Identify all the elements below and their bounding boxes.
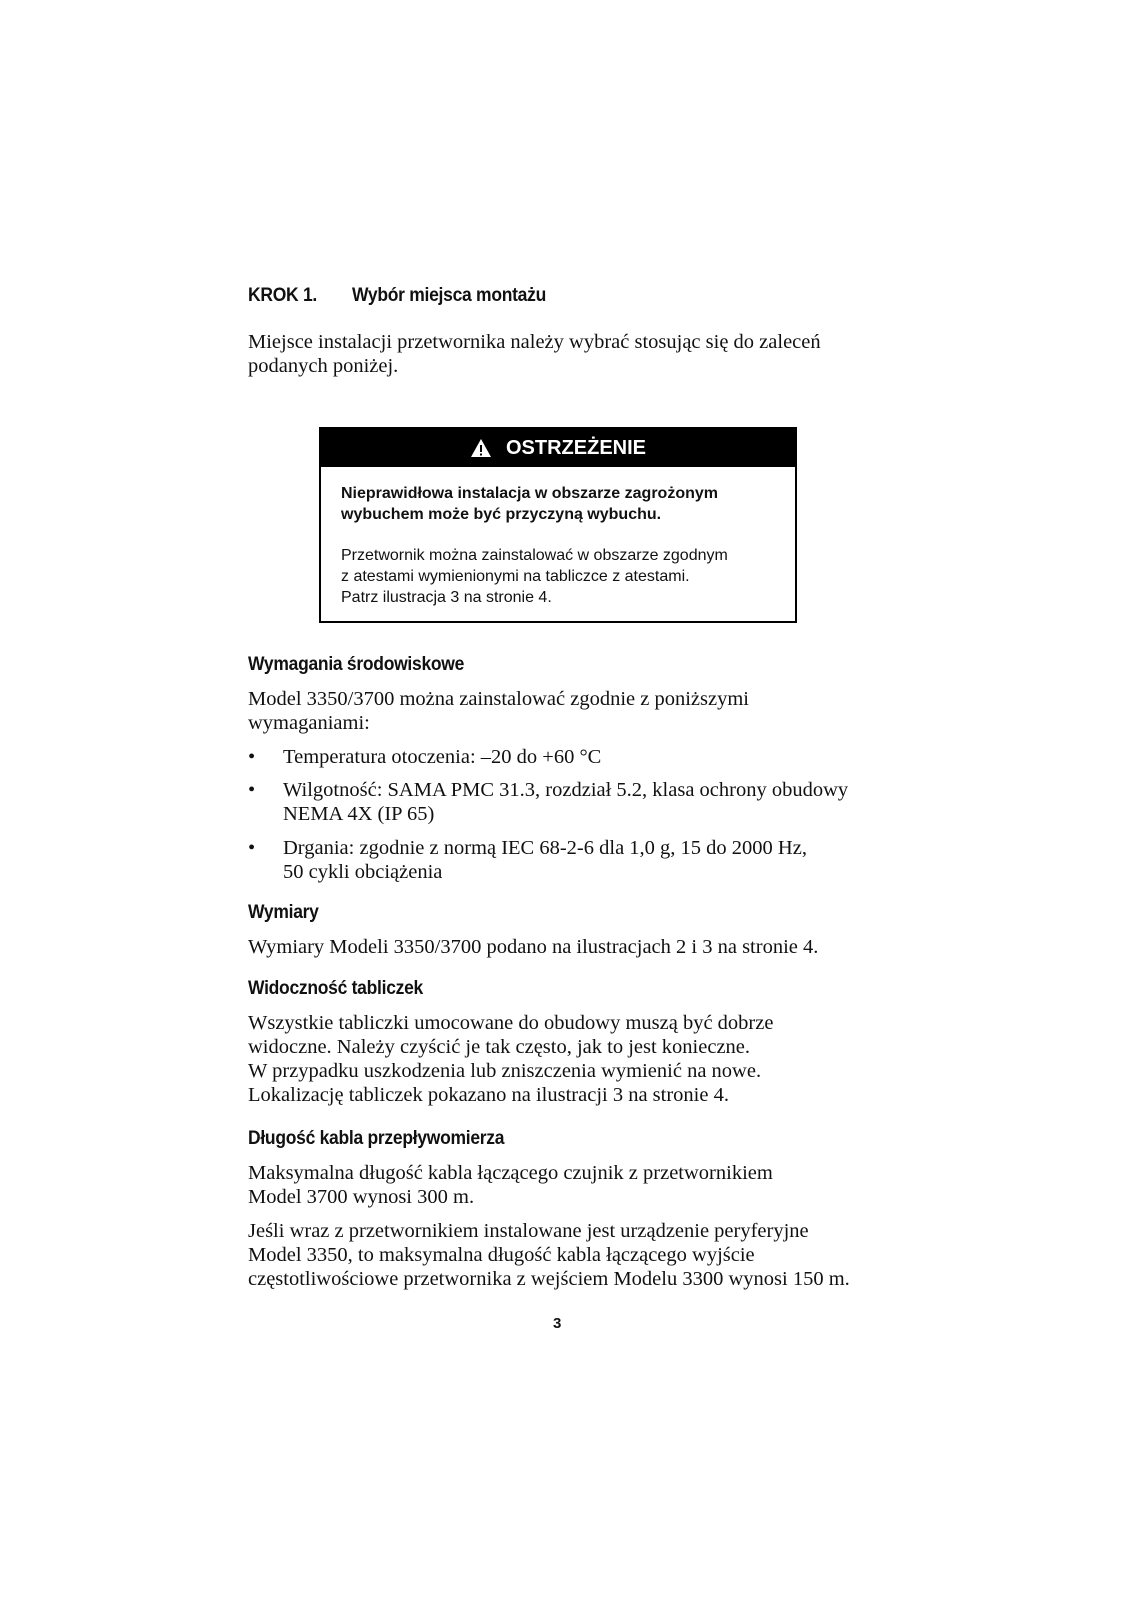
text-line: podanych poniżej. [248, 355, 399, 377]
warning-box [319, 427, 797, 623]
warning-title: OSTRZEŻENIE [505, 436, 646, 459]
dimensions-text: Wymiary Modeli 3350/3700 podano na ilustracjach 2 i 3 na stronie 4. [248, 936, 819, 958]
warning-text-line: Patrz ilustracja 3 na stronie 4. [341, 589, 552, 606]
page-number: 3 [553, 1315, 562, 1332]
step-label: KROK 1. [248, 285, 317, 306]
cable-paragraph-2 [248, 1219, 850, 1291]
warning-triangle-icon [470, 438, 492, 458]
text-line: widoczne. Należy czyścić je tak często, jak to jest konieczne. [248, 1036, 751, 1058]
intro-paragraph [248, 330, 821, 378]
bullet-text: Drgania: zgodnie z normą IEC 68-2-6 dla 1,0 g, 15 do 2000 Hz, [283, 837, 807, 859]
warning-bold-line: Nieprawidłowa instalacja w obszarze zagrożonym [341, 485, 718, 502]
text-line: Miejsce instalacji przetwornika należy wybrać stosując się do zaleceń [248, 331, 821, 353]
text-line: Lokalizację tabliczek pokazano na ilustracji 3 na stronie 4. [248, 1084, 729, 1106]
text-line: Wszystkie tabliczki umocowane do obudowy muszą być dobrze [248, 1012, 774, 1034]
bullet-text-block [283, 836, 807, 884]
bullet-text: Wilgotność: SAMA PMC 31.3, rozdział 5.2, klasa ochrony obudowy [283, 779, 849, 801]
bullet-item [248, 745, 888, 769]
section-heading-cable: Długość kabla przepływomierza [248, 1128, 505, 1149]
bullet-item [248, 778, 888, 826]
bullet-text: Temperatura otoczenia: –20 do +60 °C [283, 746, 602, 768]
text-line: Maksymalna długość kabla łączącego czujnik z przetwornikiem [248, 1162, 773, 1184]
text-line: częstotliwościowe przetwornika z wejściem Modelu 3300 wynosi 150 m. [248, 1268, 850, 1290]
environment-intro [248, 687, 749, 735]
text-line: Model 3350, to maksymalna długość kabla łączącego wyjście [248, 1244, 755, 1266]
step-title: Wybór miejsca montażu [352, 285, 546, 306]
text-line: W przypadku uszkodzenia lub zniszczenia wymienić na nowe. [248, 1060, 762, 1082]
cable-paragraph-1 [248, 1161, 773, 1209]
warning-header [321, 429, 795, 467]
text-line: Model 3700 wynosi 300 m. [248, 1186, 475, 1208]
text-line: Model 3350/3700 można zainstalować zgodnie z poniższymi [248, 688, 749, 710]
warning-body [341, 483, 728, 608]
bullet-marker: • [248, 779, 256, 801]
warning-text-line: z atestami wymienionymi na tabliczce z atestami. [341, 568, 690, 585]
bullet-text-block [283, 778, 848, 826]
text-line: Jeśli wraz z przetwornikiem instalowane jest urządzenie peryferyjne [248, 1220, 809, 1242]
bullet-marker: • [248, 746, 256, 768]
visibility-paragraph [248, 1011, 773, 1107]
bullet-marker: • [248, 837, 256, 859]
bullet-text: 50 cykli obciążenia [283, 861, 443, 883]
warning-bold-line: wybuchem może być przyczyną wybuchu. [341, 506, 662, 523]
section-heading-dimensions: Wymiary [248, 902, 319, 923]
warning-text-line: Przetwornik można zainstalować w obszarze zgodnym [341, 547, 728, 564]
bullet-item [248, 836, 888, 884]
bullet-text: NEMA 4X (IP 65) [283, 803, 435, 825]
section-heading-visibility: Widoczność tabliczek [248, 978, 424, 999]
section-heading-environment: Wymagania środowiskowe [248, 654, 465, 675]
text-line: wymaganiami: [248, 712, 370, 734]
